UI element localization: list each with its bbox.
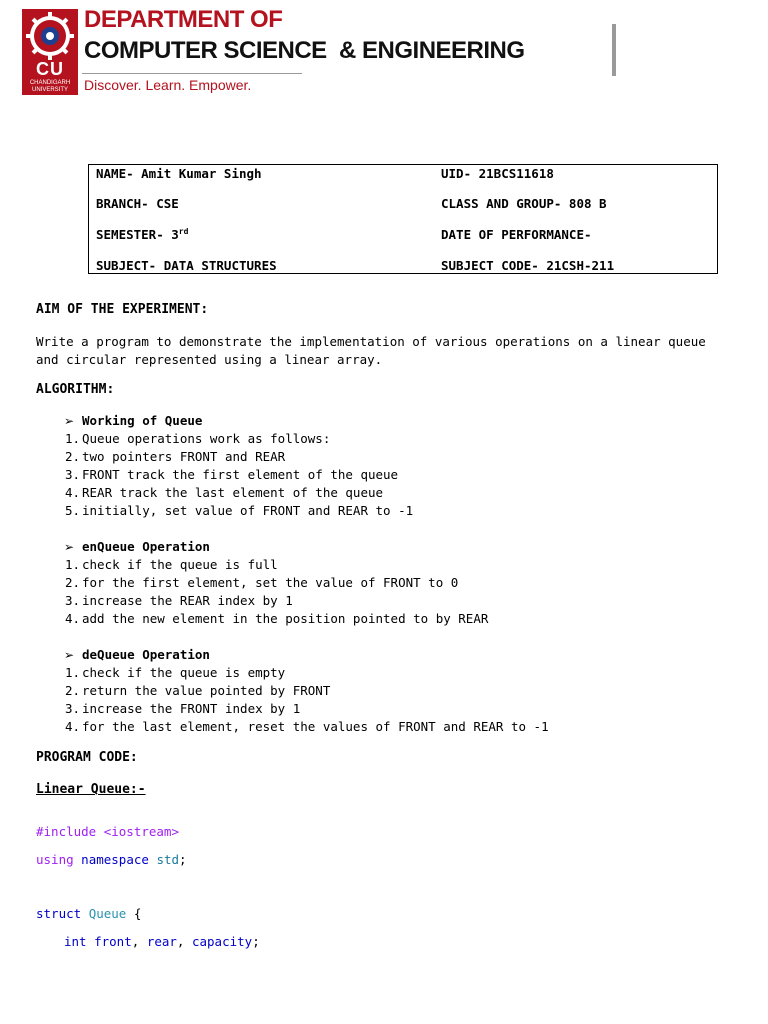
header-divider (82, 73, 302, 74)
arrow-bullet-icon: ➢ (63, 414, 75, 428)
code-using-line: using namespace std; (36, 852, 187, 867)
program-code-heading: PROGRAM CODE: (36, 750, 138, 765)
semester: SEMESTER- 3rd (96, 227, 189, 243)
header-vertical-bar (612, 24, 616, 76)
list-item: 2. two pointers FRONT and REAR (64, 449, 286, 464)
student-name: NAME- Amit Kumar Singh (96, 166, 262, 181)
list-item: 1. check if the queue is full (64, 557, 278, 572)
list-item: 4. REAR track the last element of the queue (64, 485, 384, 500)
list-item: 1. check if the queue is empty (64, 665, 286, 680)
aim-text: Write a program to demonstrate the implementation of various operations on a linear queue and circular represented using a linear array. (36, 334, 706, 367)
arrow-bullet-icon: ➢ (63, 648, 75, 662)
code-include-line: #include <iostream> (36, 824, 179, 839)
algorithm-heading: ALGORITHM: (36, 382, 115, 397)
gear-emblem-icon (26, 12, 74, 60)
department-title-line2: COMPUTER SCIENCE & ENGINEERING (84, 37, 525, 64)
subject-code: SUBJECT CODE- 21CSH-211 (441, 258, 615, 273)
algorithm-section-title: ➢ Working of Queue (58, 413, 202, 428)
student-branch: BRANCH- CSE (96, 196, 179, 211)
date-of-performance: DATE OF PERFORMANCE- (441, 227, 592, 242)
code-struct-line: struct Queue { (36, 906, 142, 921)
algorithm-section-title: ➢ deQueue Operation (58, 647, 210, 662)
list-item: 3. increase the FRONT index by 1 (64, 701, 301, 716)
subject: SUBJECT- DATA STRUCTURES (96, 258, 277, 273)
logo-university-name: CHANDIGARH UNIVERSITY (29, 80, 71, 93)
university-logo (22, 9, 78, 95)
list-item: 2. for the first element, set the value of FRONT to 0 (64, 575, 459, 590)
student-info-table (88, 164, 718, 274)
aim-heading: AIM OF THE EXPERIMENT: (36, 302, 209, 317)
student-uid: UID- 21BCS11618 (441, 166, 554, 181)
linear-queue-subheading: Linear Queue:- (36, 782, 146, 797)
list-item: 2. return the value pointed by FRONT (64, 683, 331, 698)
class-group: CLASS AND GROUP- 808 B (441, 196, 607, 211)
arrow-bullet-icon: ➢ (63, 540, 75, 554)
list-item: 1. Queue operations work as follows: (64, 431, 331, 446)
list-item: 4. add the new element in the position pointed to by REAR (64, 611, 489, 626)
list-item: 3. increase the REAR index by 1 (64, 593, 293, 608)
list-item: 3. FRONT track the first element of the queue (64, 467, 399, 482)
algorithm-section-title: ➢ enQueue Operation (58, 539, 210, 554)
logo-abbreviation: CU (36, 59, 64, 79)
code-members-line: int front, rear, capacity; (64, 934, 260, 949)
list-item: 5. initially, set value of FRONT and REAR to -1 (64, 503, 414, 518)
tagline: Discover. Learn. Empower. (84, 77, 252, 93)
list-item: 4. for the last element, reset the values of FRONT and REAR to -1 (64, 719, 549, 734)
department-title-line1: DEPARTMENT OF (84, 6, 283, 33)
